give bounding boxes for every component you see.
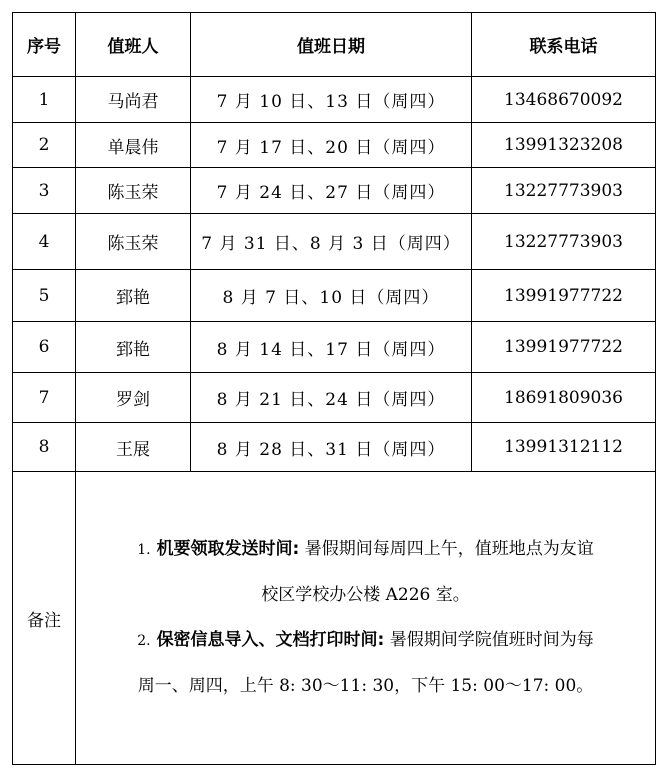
cell-phone: 13227773903 <box>472 214 656 270</box>
cell-phone: 18691809036 <box>472 373 656 423</box>
cell-date: 7 月 31 日、8 月 3 日（周四） <box>191 214 472 270</box>
cell-date: 7 月 24 日、27 日（周四） <box>191 168 472 214</box>
remark-item <box>76 618 655 709</box>
cell-date: 8 月 28 日、31 日（周四） <box>191 423 472 472</box>
table-header-row <box>13 13 656 77</box>
cell-phone: 13468670092 <box>472 77 656 123</box>
cell-date: 8 月 14 日、17 日（周四） <box>191 322 472 373</box>
remark-title: 保密信息导入、文档打印时间: <box>156 630 385 650</box>
cell-date: 8 月 21 日、24 日（周四） <box>191 373 472 423</box>
cell-phone: 13991312112 <box>472 423 656 472</box>
header-date: 值班日期 <box>191 13 472 77</box>
cell-date: 7 月 17 日、20 日（周四） <box>191 123 472 168</box>
cell-phone: 13991977722 <box>472 270 656 322</box>
table-row <box>13 373 656 423</box>
cell-no: 2 <box>13 123 76 168</box>
remark-title: 机要领取发送时间: <box>156 539 300 559</box>
cell-no: 3 <box>13 168 76 214</box>
cell-no: 6 <box>13 322 76 373</box>
table-row <box>13 423 656 472</box>
header-no: 序号 <box>13 13 76 77</box>
cell-no: 8 <box>13 423 76 472</box>
remark-number: 1. <box>137 542 151 558</box>
remarks-body <box>76 472 656 765</box>
remark-number: 2. <box>137 633 151 649</box>
remark-text-continued: 周一、周四，上午 8: 30～11: 30，下午 15: 00～17: 00。 <box>137 676 594 696</box>
duty-schedule-sheet <box>12 12 655 761</box>
cell-no: 1 <box>13 77 76 123</box>
duty-table <box>12 12 656 765</box>
remark-text: 暑假期间学院值班时间为每 <box>384 630 594 650</box>
remarks-row <box>13 472 656 765</box>
cell-no: 4 <box>13 214 76 270</box>
table-row <box>13 168 656 214</box>
remark-text: 暑假期间每周四上午，值班地点为友谊 <box>299 539 594 559</box>
table-row <box>13 77 656 123</box>
cell-person: 王展 <box>76 423 191 472</box>
cell-date: 7 月 10 日、13 日（周四） <box>191 77 472 123</box>
cell-phone: 13991323208 <box>472 123 656 168</box>
cell-person: 陈玉荣 <box>76 168 191 214</box>
cell-no: 5 <box>13 270 76 322</box>
cell-person: 罗剑 <box>76 373 191 423</box>
cell-person: 陈玉荣 <box>76 214 191 270</box>
cell-person: 郅艳 <box>76 270 191 322</box>
table-row <box>13 214 656 270</box>
remark-text-continued: 校区学校办公楼 A226 室。 <box>261 585 470 605</box>
cell-person: 郅艳 <box>76 322 191 373</box>
cell-date: 8 月 7 日、10 日（周四） <box>191 270 472 322</box>
remark-item <box>76 527 655 618</box>
cell-phone: 13991977722 <box>472 322 656 373</box>
cell-phone: 13227773903 <box>472 168 656 214</box>
table-row <box>13 270 656 322</box>
remarks-label: 备注 <box>13 472 76 765</box>
cell-no: 7 <box>13 373 76 423</box>
cell-person: 单晨伟 <box>76 123 191 168</box>
table-row <box>13 322 656 373</box>
cell-person: 马尚君 <box>76 77 191 123</box>
table-row <box>13 123 656 168</box>
header-person: 值班人 <box>76 13 191 77</box>
header-phone: 联系电话 <box>472 13 656 77</box>
